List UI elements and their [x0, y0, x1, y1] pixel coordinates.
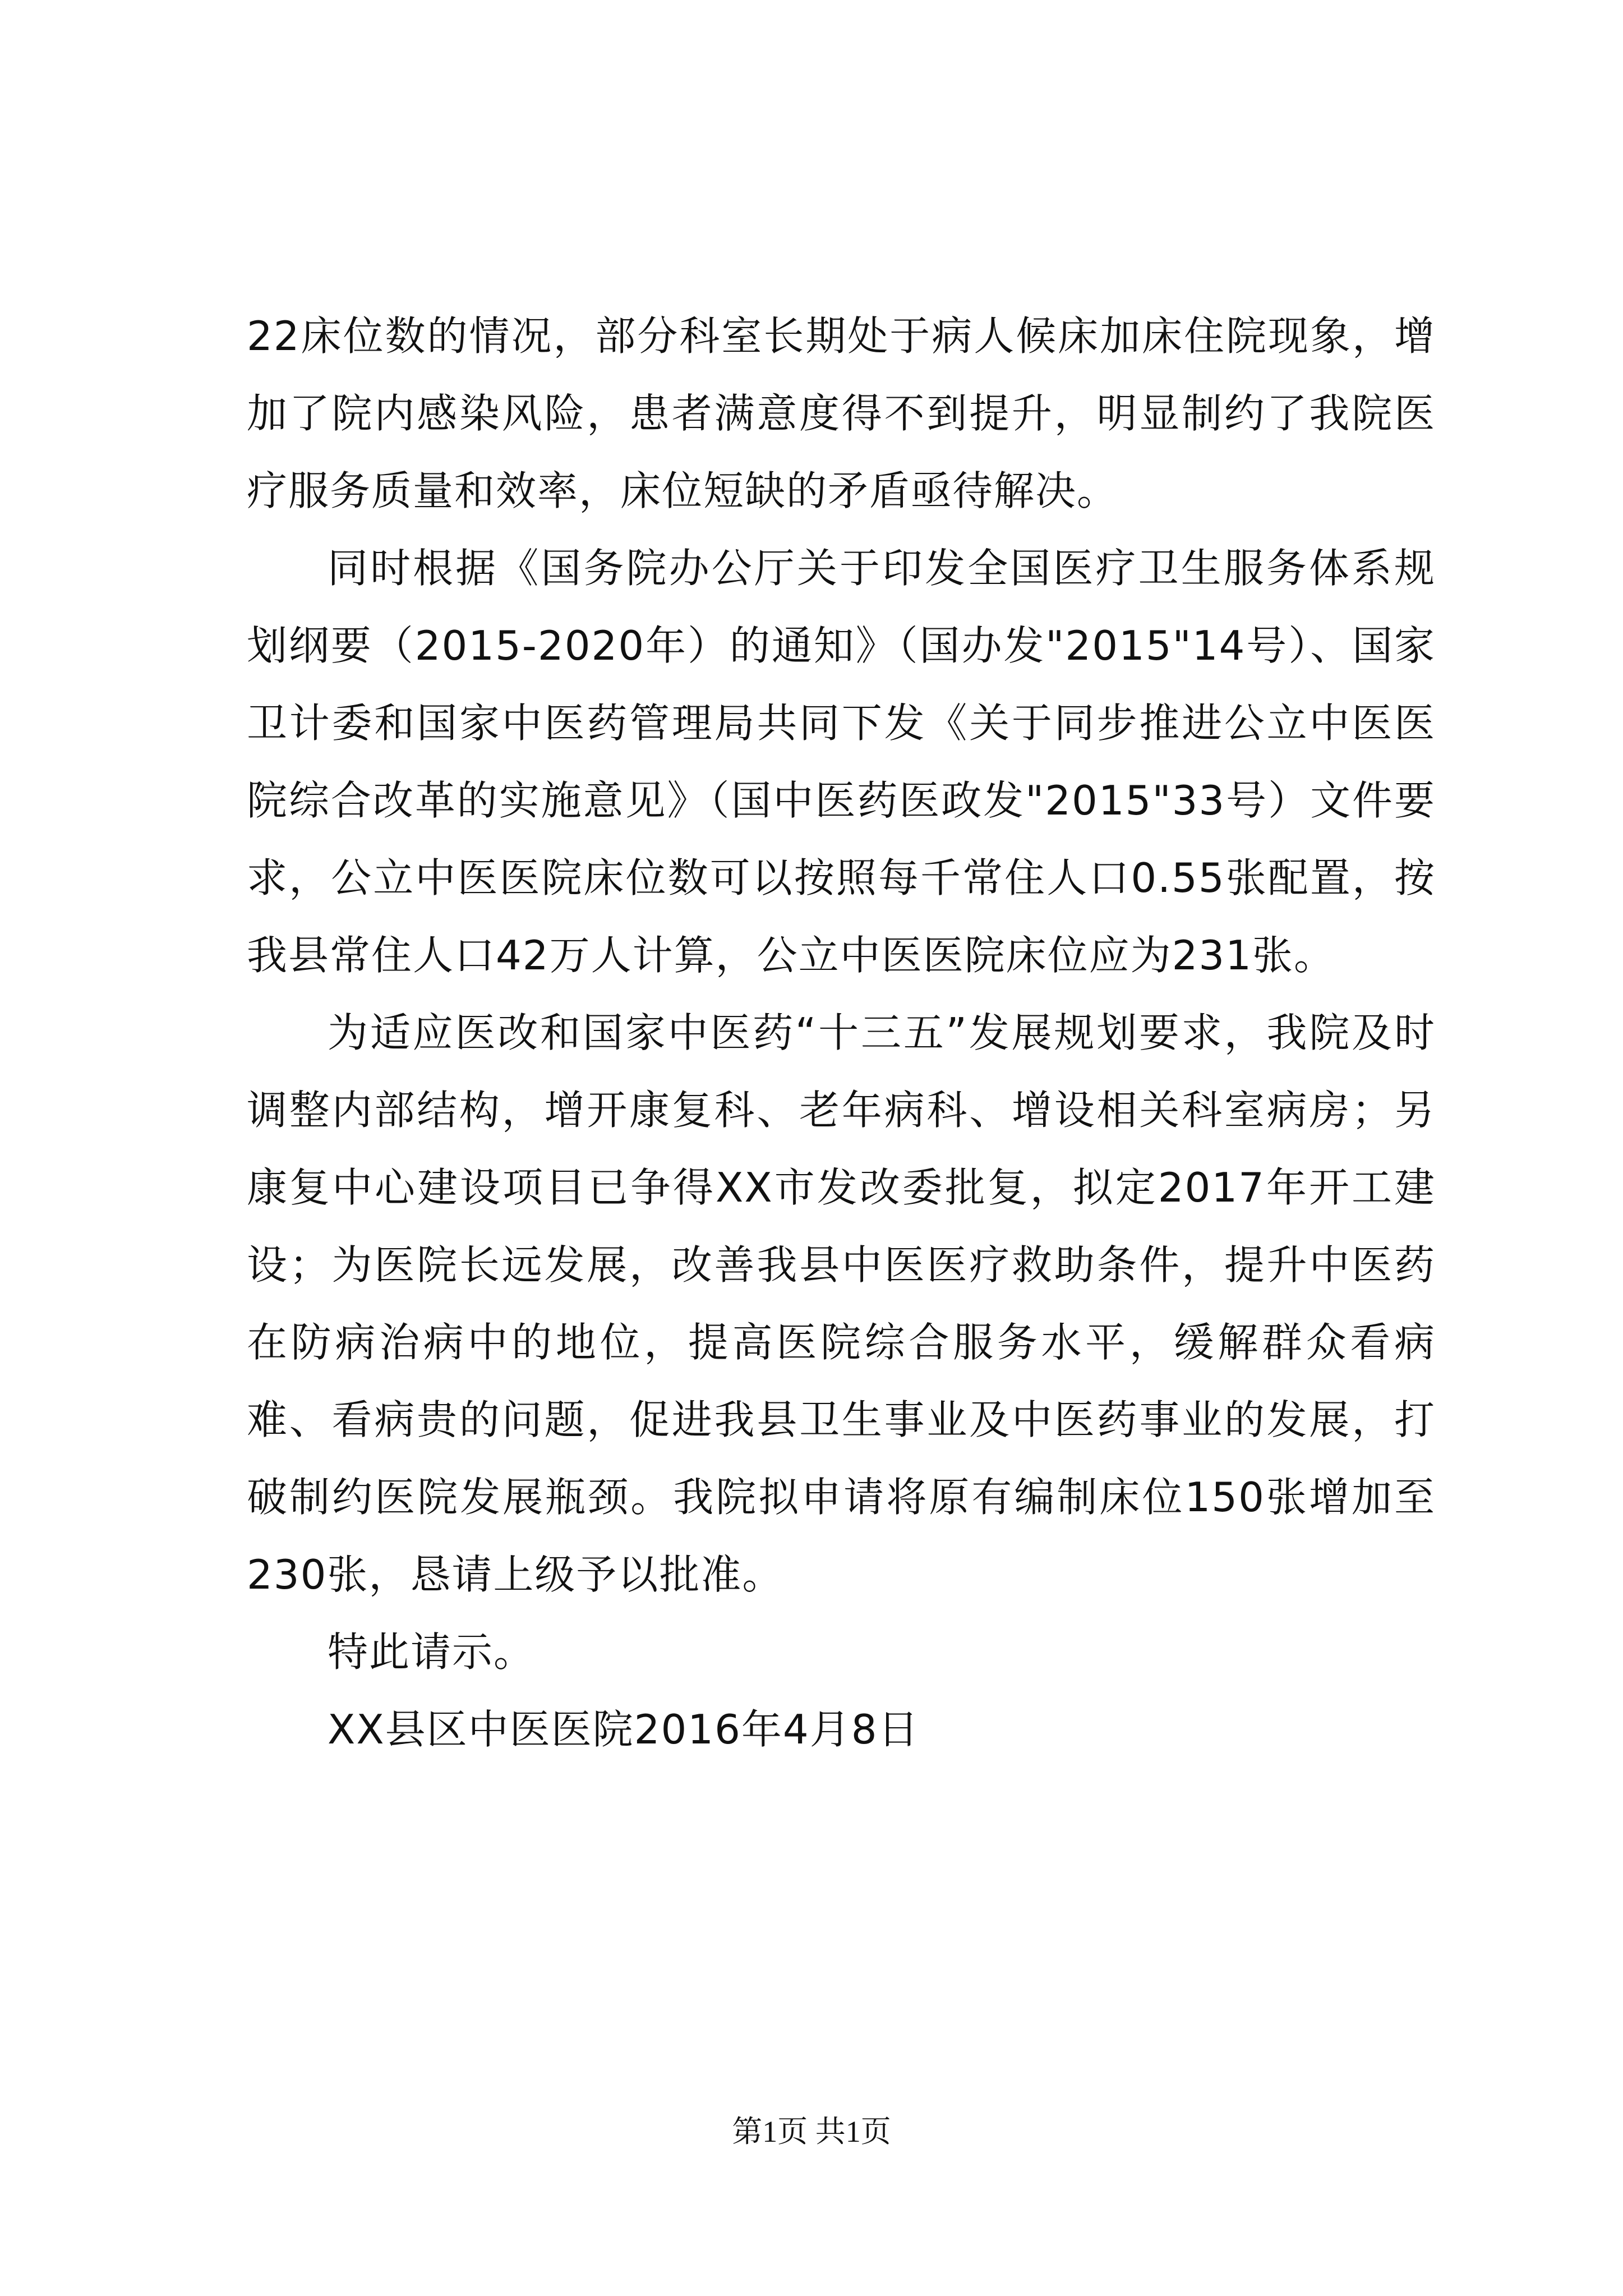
- document-body: [247, 297, 1436, 1768]
- paragraph-bed-shortage: 22床位数的情况，部分科室长期处于病人候床加床住院现象，增加了院内感染风险，患者满意度得不到提升，明显制约了我院医疗服务质量和效率，床位短缺的矛盾亟待解决。: [247, 312, 1436, 514]
- paragraph-request: 为适应医改和国家中医药“十三五”发展规划要求，我院及时调整内部结构，增开康复科、老年病科、增设相关科室病房；另康复中心建设项目已争得XX市发改委批复，拟定2017年开工建设；为医院长远发展，改善我县中医医疗救助条件，提升中医药在防病治病中的地位，提高医院综合服务水平，缓解群众看病难、看病贵的问题，促进我县卫生事业及中医药事业的发展，打破制约医院发展瓶颈。我院拟申请将原有编制床位150张增加至230张，恳请上级予以批准。: [247, 1009, 1436, 1598]
- paragraph-policy-basis: 同时根据《国务院办公厅关于印发全国医疗卫生服务体系规划纲要（2015-2020年）的通知》（国办发"2015"14号）、国家卫计委和国家中医药管理局共同下发《关于同步推进公立中医医院综合改革的实施意见》（国中医药医政发"2015"33号）文件要求，公立中医医院床位数可以按照每千常住人口0.55张配置，按我县常住人口42万人计算，公立中医医院床位应为231张。: [247, 545, 1436, 979]
- paragraph-closing: 特此请示。: [328, 1628, 536, 1676]
- page-number-footer: 第1页 共1页: [732, 2115, 891, 2148]
- signature-date-line: XX县区中医医院2016年4月8日: [328, 1706, 920, 1753]
